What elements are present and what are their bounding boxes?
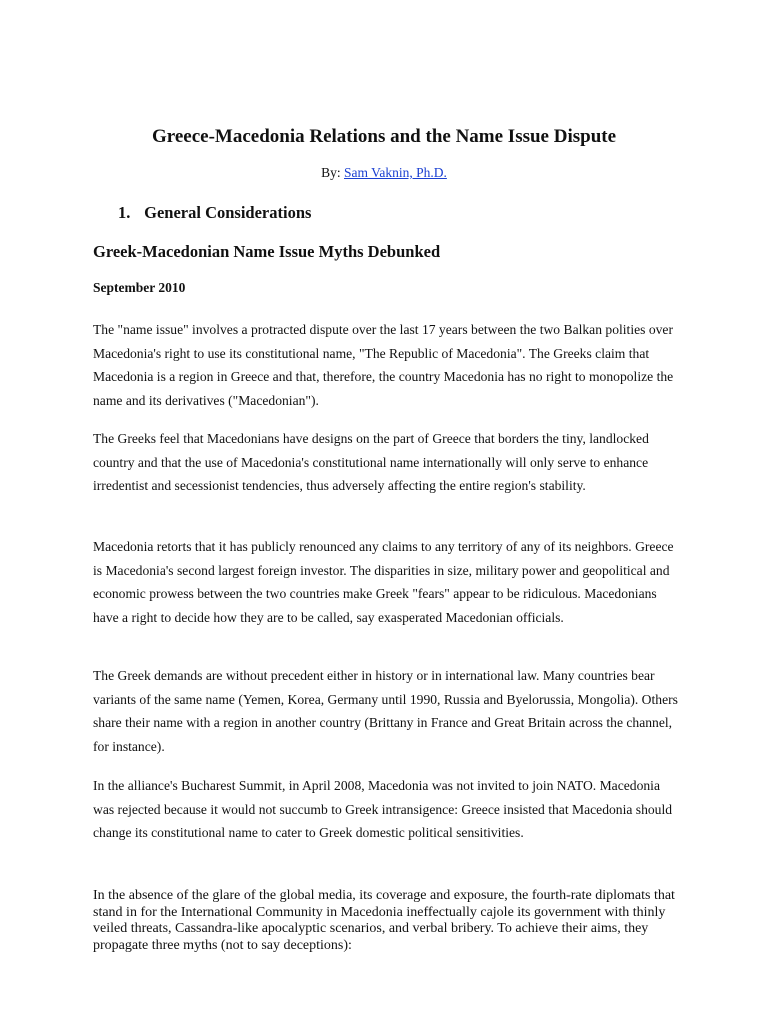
publication-date: September 2010 — [93, 280, 186, 295]
section-heading-text: General Considerations — [144, 203, 312, 222]
section-heading — [118, 201, 311, 225]
paragraph: In the alliance's Bucharest Summit, in April 2008, Macedonia was not invited to join NATO. Macedonia was rejected because it would not succumb to Greek intransigence: Greece insisted that Macedonia should change its constitutional name to cater to Greek domestic political sensitivities. — [93, 778, 673, 840]
paragraph: In the absence of the glare of the global media, its coverage and exposure, the fourth-rate diplomats that stand in for the International Community in Macedonia ineffectually cajole its government with thinly veiled threats, Cassandra-like apocalyptic scenarios, and verbal bribery. To achieve their aims, they propagate three myths (not to say deceptions): — [93, 888, 675, 953]
article-subtitle: Greek-Macedonian Name Issue Myths Debunked — [93, 242, 441, 261]
paragraph: The Greek demands are without precedent either in history or in international law. Many countries bear variants of the same name (Yemen, Korea, Germany until 1990, Russia and Byelorussia, Mongolia). Others share their name with a region in another country (Brittany in France and Great Britain across the channel, for instance). — [93, 668, 678, 754]
author-link[interactable]: Sam Vaknin, Ph.D. — [344, 165, 447, 180]
document-title: Greece-Macedonia Relations and the Name Issue Dispute — [151, 126, 617, 147]
byline-prefix: By: — [321, 165, 344, 180]
paragraph: Macedonia retorts that it has publicly renounced any claims to any territory of any of its neighbors. Greece is Macedonia's second largest foreign investor. The disparities in size, military power and geopolitical and economic prowess between the two countries make Greek "fears" appear to be ridiculous. Macedonians have a right to decide how they are to be called, say exasperated Macedonian officials. — [93, 539, 674, 625]
byline — [0, 164, 768, 182]
section-number: 1. — [118, 203, 131, 222]
paragraph: The Greeks feel that Macedonians have designs on the part of Greece that borders the tiny, landlocked country and that the use of Macedonia's constitutional name internationally will only serve to enhance irredentist and secessionist tendencies, thus adversely affecting the entire region's stability. — [93, 431, 649, 493]
paragraph: The "name issue" involves a protracted dispute over the last 17 years between the two Balkan polities over Macedonia's right to use its constitutional name, "The Republic of Macedonia". The Greeks claim that Macedonia is a region in Greece and that, therefore, the country Macedonia has no right to monopolize the name and its derivatives ("Macedonian"). — [93, 322, 674, 408]
